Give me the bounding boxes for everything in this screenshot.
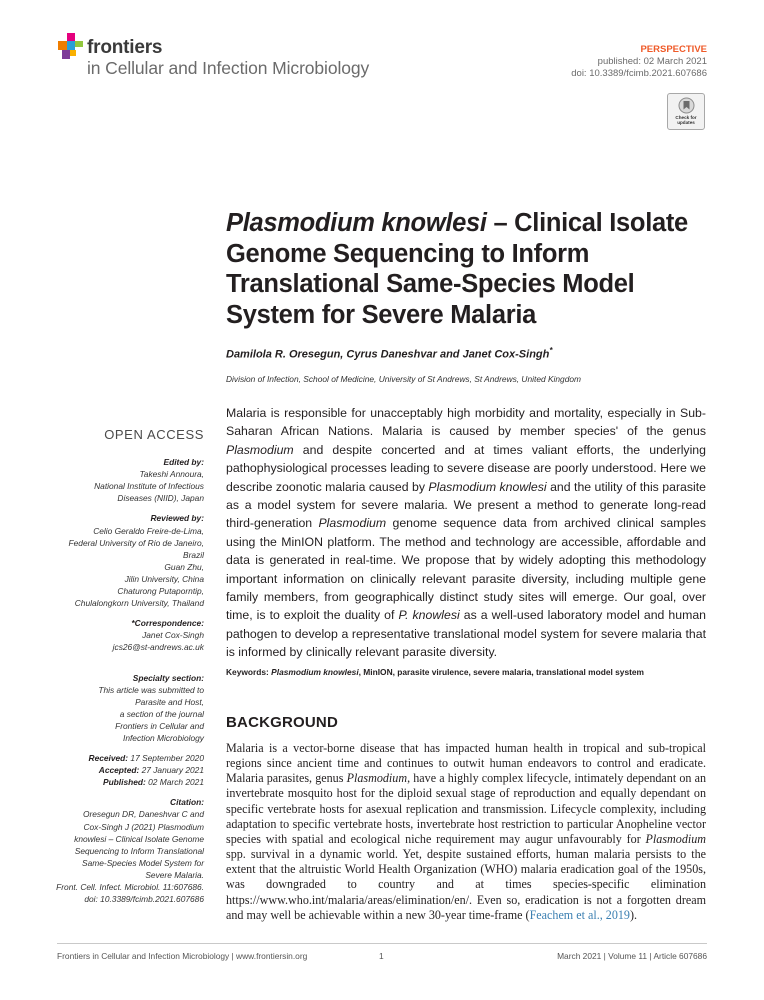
published-date: published: 02 March 2021	[597, 56, 707, 67]
footer-journal[interactable]: Frontiers in Cellular and Infection Microbiology | www.frontiersin.org	[57, 951, 308, 961]
editor-line: Takeshi Annoura,	[139, 469, 204, 480]
body-text: Malaria is a vector-borne disease that has impacted human health in tropical and sub-tropical regions since ancient time and continues to outwit human endeavors to control and eradicate. Malaria parasites, genus	[226, 741, 706, 786]
body-text: , have a highly complex lifecycle, intimately dependant on an invertebrate mosquito host for the diploid sexual stage of reproduction and equally dependant on specific vertebrate hosts for asexual replication and transmission. Lifecycle complexity, including adaptation to specific vertebrate hosts, invertebrate host restriction to particular Anopheline vector species with spatial and ecological niche requirement may augur unfavourably for	[226, 771, 707, 846]
body-text: spp. survival in a dynamic world. Yet, despite sustained efforts, human malaria persists to the extent that the altruistic World Health Organization (WHO) malaria eradication goal of the 1950s, was downgraded to country and at times species-specific elimination https://www.who.int/malaria/areas/elimination/en/. Even so, eradication is not a forgotten dream and may well be achievable within a new 30-year time-frame (	[226, 847, 706, 922]
dates-section	[40, 752, 204, 788]
open-access-label: OPEN ACCESS	[104, 427, 204, 442]
background-paragraph	[226, 741, 706, 923]
reviewed-by-label: Reviewed by:	[150, 513, 204, 524]
footer-divider	[57, 943, 707, 944]
badge-line-2: updates	[677, 120, 695, 125]
keywords	[226, 667, 644, 677]
abstract-text: as a well-used laboratory model and human pathogen to develop a representative translational model system for severe malaria that is informed by clinically relevant parasite diversity.	[226, 608, 707, 660]
section-heading-background: BACKGROUND	[226, 714, 338, 731]
abstract-italic: Plasmodium	[318, 516, 387, 531]
specialty-line: Infection Microbiology	[123, 732, 204, 743]
specialty-label: Specialty section:	[132, 672, 204, 683]
abstract-text: and despite concerted and at times valiant efforts, the underlying pathophysiological processes leading to severe disease are poorly understood. Here we describe zoonotic malaria caused by	[226, 442, 706, 494]
correspondence-section	[40, 617, 204, 653]
received-date	[40, 752, 204, 764]
body-text: ).	[629, 907, 638, 922]
reviewer-line: Celio Geraldo Freire-de-Lima,	[93, 525, 204, 536]
body-italic: Plasmodium	[346, 771, 408, 786]
reviewer-line: Brazil	[183, 549, 204, 560]
published-label: Published:	[102, 777, 146, 788]
reviewed-by-section	[40, 512, 204, 609]
specialty-line: Frontiers in Cellular and	[115, 720, 204, 731]
citation-line: Oresegun DR, Daneshvar C and	[82, 809, 204, 820]
reviewer-line: Jilin University, China	[124, 573, 204, 584]
title-rest: – Clinical Isolate Genome Sequencing to Inform Translational Same-Species Model System for Severe Malaria	[226, 209, 688, 329]
reviewer-line: Chulalongkorn University, Thailand	[74, 598, 204, 609]
citation-line: Front. Cell. Infect. Microbiol. 11:607686.	[56, 882, 204, 892]
keyword-italic: Plasmodium knowlesi	[271, 667, 359, 677]
citation-line: Same-Species Model System for	[82, 857, 204, 868]
abstract	[226, 404, 706, 662]
keywords-list: , MinION, parasite virulence, severe malaria, translational model system	[358, 667, 644, 677]
citation-doi[interactable]: doi: 10.3389/fcimb.2021.607686	[84, 894, 204, 905]
affiliation: Division of Infection, School of Medicine, University of St Andrews, St Andrews, United Kingdom	[226, 374, 582, 384]
citation-section	[40, 796, 204, 905]
accepted-date	[40, 764, 204, 776]
reviewer-line: Federal University of Rio de Janeiro,	[68, 537, 204, 548]
editor-line: Diseases (NIID), Japan	[117, 493, 204, 504]
badge-line-1: Check for	[675, 115, 697, 120]
correspondence-marker: *	[549, 346, 553, 355]
body-italic: Plasmodium	[645, 831, 706, 846]
correspondence-name: Janet Cox-Singh	[142, 630, 204, 641]
brand-name[interactable]: frontiers	[87, 37, 163, 58]
abstract-italic: Plasmodium	[226, 442, 294, 457]
journal-name[interactable]: in Cellular and Infection Microbiology	[87, 58, 370, 78]
title-species: Plasmodium knowlesi	[226, 209, 487, 237]
abstract-text: genome sequence data from archived clinical samples using the MinION platform. The method and technology are accessible, affordable and data is generated in real-time. We propose that by widely adopting this methodology important information on clinically relevant parasite diversity, including multiple gene family members, from geographically distinct study sites will emerge. Our goal, over time, is to exploit the duality of	[226, 516, 706, 623]
edited-by-label: Edited by:	[163, 457, 204, 468]
check-for-updates-badge[interactable]	[667, 93, 705, 130]
accepted-label: Accepted:	[98, 765, 140, 776]
published-date-sidebar	[40, 776, 204, 788]
citation-label: Citation:	[170, 797, 204, 808]
specialty-line: Parasite and Host,	[135, 696, 204, 707]
editor-line: National Institute of Infectious	[94, 481, 204, 492]
bookmark-icon	[678, 97, 695, 114]
author-names[interactable]: Damilola R. Oresegun, Cyrus Daneshvar and Janet Cox-Singh	[226, 348, 550, 361]
specialty-section	[40, 672, 204, 745]
article-info-sidebar	[40, 429, 204, 913]
published-value: 02 March 2021	[145, 777, 204, 788]
reviewer-line: Chaturong Putaporntip,	[117, 586, 204, 597]
citation-line: Sequencing to Inform Translational	[74, 845, 204, 856]
received-value: 17 September 2020	[128, 753, 204, 764]
correspondence-email[interactable]: jcs26@st-andrews.ac.uk	[112, 642, 204, 653]
abstract-text: Malaria is responsible for unacceptably high morbidity and mortality, especially in Sub-Saharan African Nations. Malaria is caused by member species' of the genus	[226, 406, 706, 439]
footer-issue: March 2021 | Volume 11 | Article 607686	[557, 951, 707, 961]
abstract-italic: P. knowlesi	[398, 608, 460, 623]
publication-meta	[571, 56, 707, 80]
doi[interactable]: doi: 10.3389/fcimb.2021.607686	[571, 68, 707, 79]
page-number: 1	[379, 951, 384, 961]
citation-line: Severe Malaria.	[145, 869, 204, 880]
reviewer-line: Guan Zhu,	[164, 561, 204, 572]
abstract-text: and the utility of this parasite as a model system for severe malaria. We present a method to generate long-read third-generation	[226, 479, 707, 531]
specialty-line: This article was submitted to	[98, 684, 204, 695]
correspondence-label: *Correspondence:	[131, 618, 204, 629]
article-title	[226, 208, 706, 330]
citation-line: knowlesi – Clinical Isolate Genome	[74, 833, 204, 844]
keywords-label: Keywords:	[226, 667, 272, 677]
frontiers-logo-icon	[58, 33, 84, 61]
citation-link[interactable]: Feachem et al., 2019	[529, 907, 630, 922]
received-label: Received:	[88, 753, 129, 764]
badge-label	[668, 115, 704, 125]
article-type: PERSPECTIVE	[640, 44, 707, 55]
specialty-line: a section of the journal	[119, 708, 204, 719]
edited-by-section	[40, 456, 204, 504]
accepted-value: 27 January 2021	[139, 765, 204, 776]
authors	[226, 346, 553, 361]
citation-line: Cox-Singh J (2021) Plasmodium	[83, 821, 204, 832]
abstract-italic: Plasmodium knowlesi	[428, 479, 547, 494]
